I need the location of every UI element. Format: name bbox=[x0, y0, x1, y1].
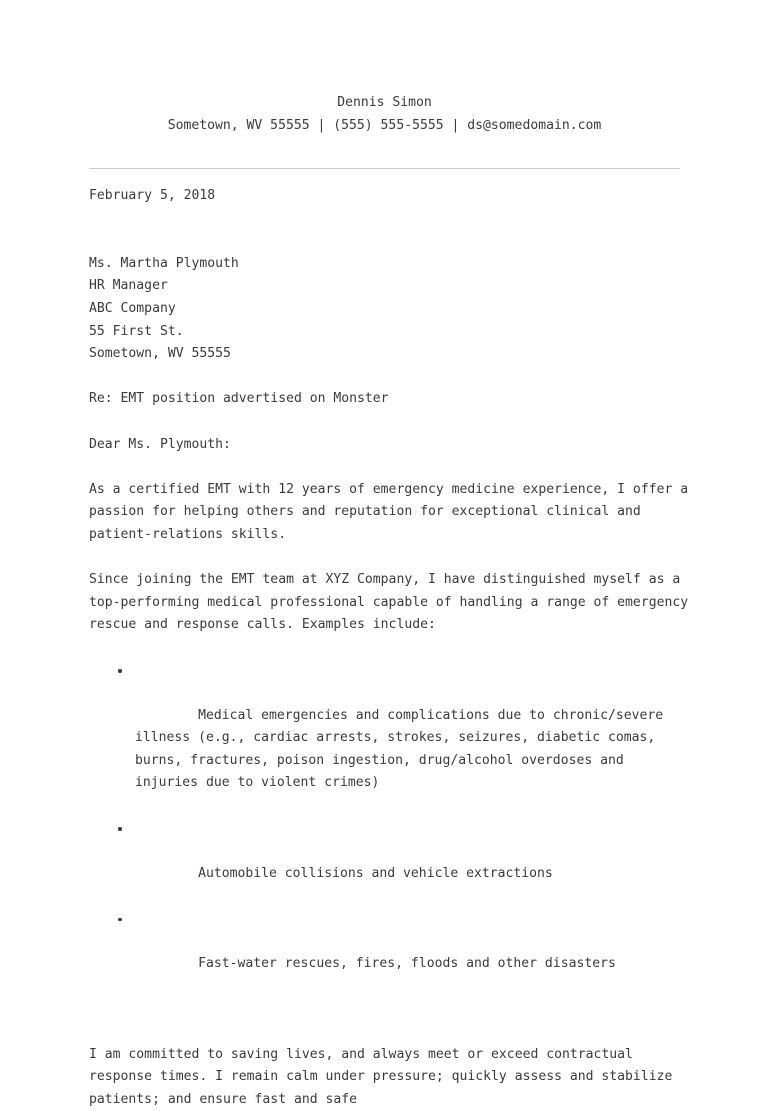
sender-name: Dennis Simon bbox=[337, 95, 432, 110]
recipient-line: Sometown, WV 55555 bbox=[89, 346, 231, 362]
list-item-text: Medical emergencies and complications due to chronic/severe illness (e.g., cardiac arrests, strokes, seizures, diabetic comas, burns, fractures, poison ingestion, drug/alcohol overdoses and injuries due to violent crimes) bbox=[135, 707, 672, 791]
list-item bbox=[89, 818, 689, 908]
bullet-icon bbox=[118, 918, 122, 922]
spacer-before-p3 bbox=[89, 998, 689, 1043]
list-item bbox=[89, 659, 689, 817]
bullet-icon bbox=[118, 669, 122, 673]
achievement-list bbox=[89, 659, 689, 998]
letterhead bbox=[89, 92, 680, 137]
spacer-before-subject bbox=[89, 366, 689, 389]
recipient-line: Ms. Martha Plymouth bbox=[89, 255, 239, 271]
spacer-before-p1 bbox=[89, 456, 689, 479]
letter-date: February 5, 2018 bbox=[89, 188, 216, 203]
bullet-icon bbox=[118, 827, 122, 831]
recipient-line: HR Manager bbox=[89, 278, 168, 294]
list-item bbox=[89, 908, 689, 998]
subject-line: Re: EMT position advertised on Monster bbox=[89, 391, 389, 407]
spacer-after-date bbox=[89, 208, 689, 253]
paragraph-2: Since joining the EMT team at XYZ Company, I have distinguished myself as a top-performing medical professional capable of handling a range of emergency rescue and response calls. Examples include: bbox=[89, 572, 697, 633]
header-divider bbox=[89, 168, 680, 169]
spacer-before-p2 bbox=[89, 547, 689, 570]
paragraph-3: I am committed to saving lives, and always meet or exceed contractual response times. I remain calm under pressure; quickly assess and stabilize patients; and ensure fast and safe bbox=[89, 1046, 681, 1107]
recipient-address-block bbox=[89, 253, 689, 366]
letter-body bbox=[89, 185, 697, 1111]
list-item-text: Automobile collisions and vehicle extractions bbox=[198, 865, 553, 881]
spacer-before-list bbox=[89, 637, 689, 660]
salutation: Dear Ms. Plymouth: bbox=[89, 436, 231, 452]
recipient-line: ABC Company bbox=[89, 300, 176, 316]
list-item-text: Fast-water rescues, fires, floods and other disasters bbox=[198, 956, 616, 972]
recipient-line: 55 First St. bbox=[89, 323, 184, 339]
spacer-before-salutation bbox=[89, 411, 689, 434]
sender-contact-line: Sometown, WV 55555 | (555) 555-5555 | ds@somedomain.com bbox=[167, 117, 602, 133]
paragraph-1: As a certified EMT with 12 years of emergency medicine experience, I offer a passion for helping others and reputation for exceptional clinical and patient-relations skills. bbox=[89, 481, 697, 542]
